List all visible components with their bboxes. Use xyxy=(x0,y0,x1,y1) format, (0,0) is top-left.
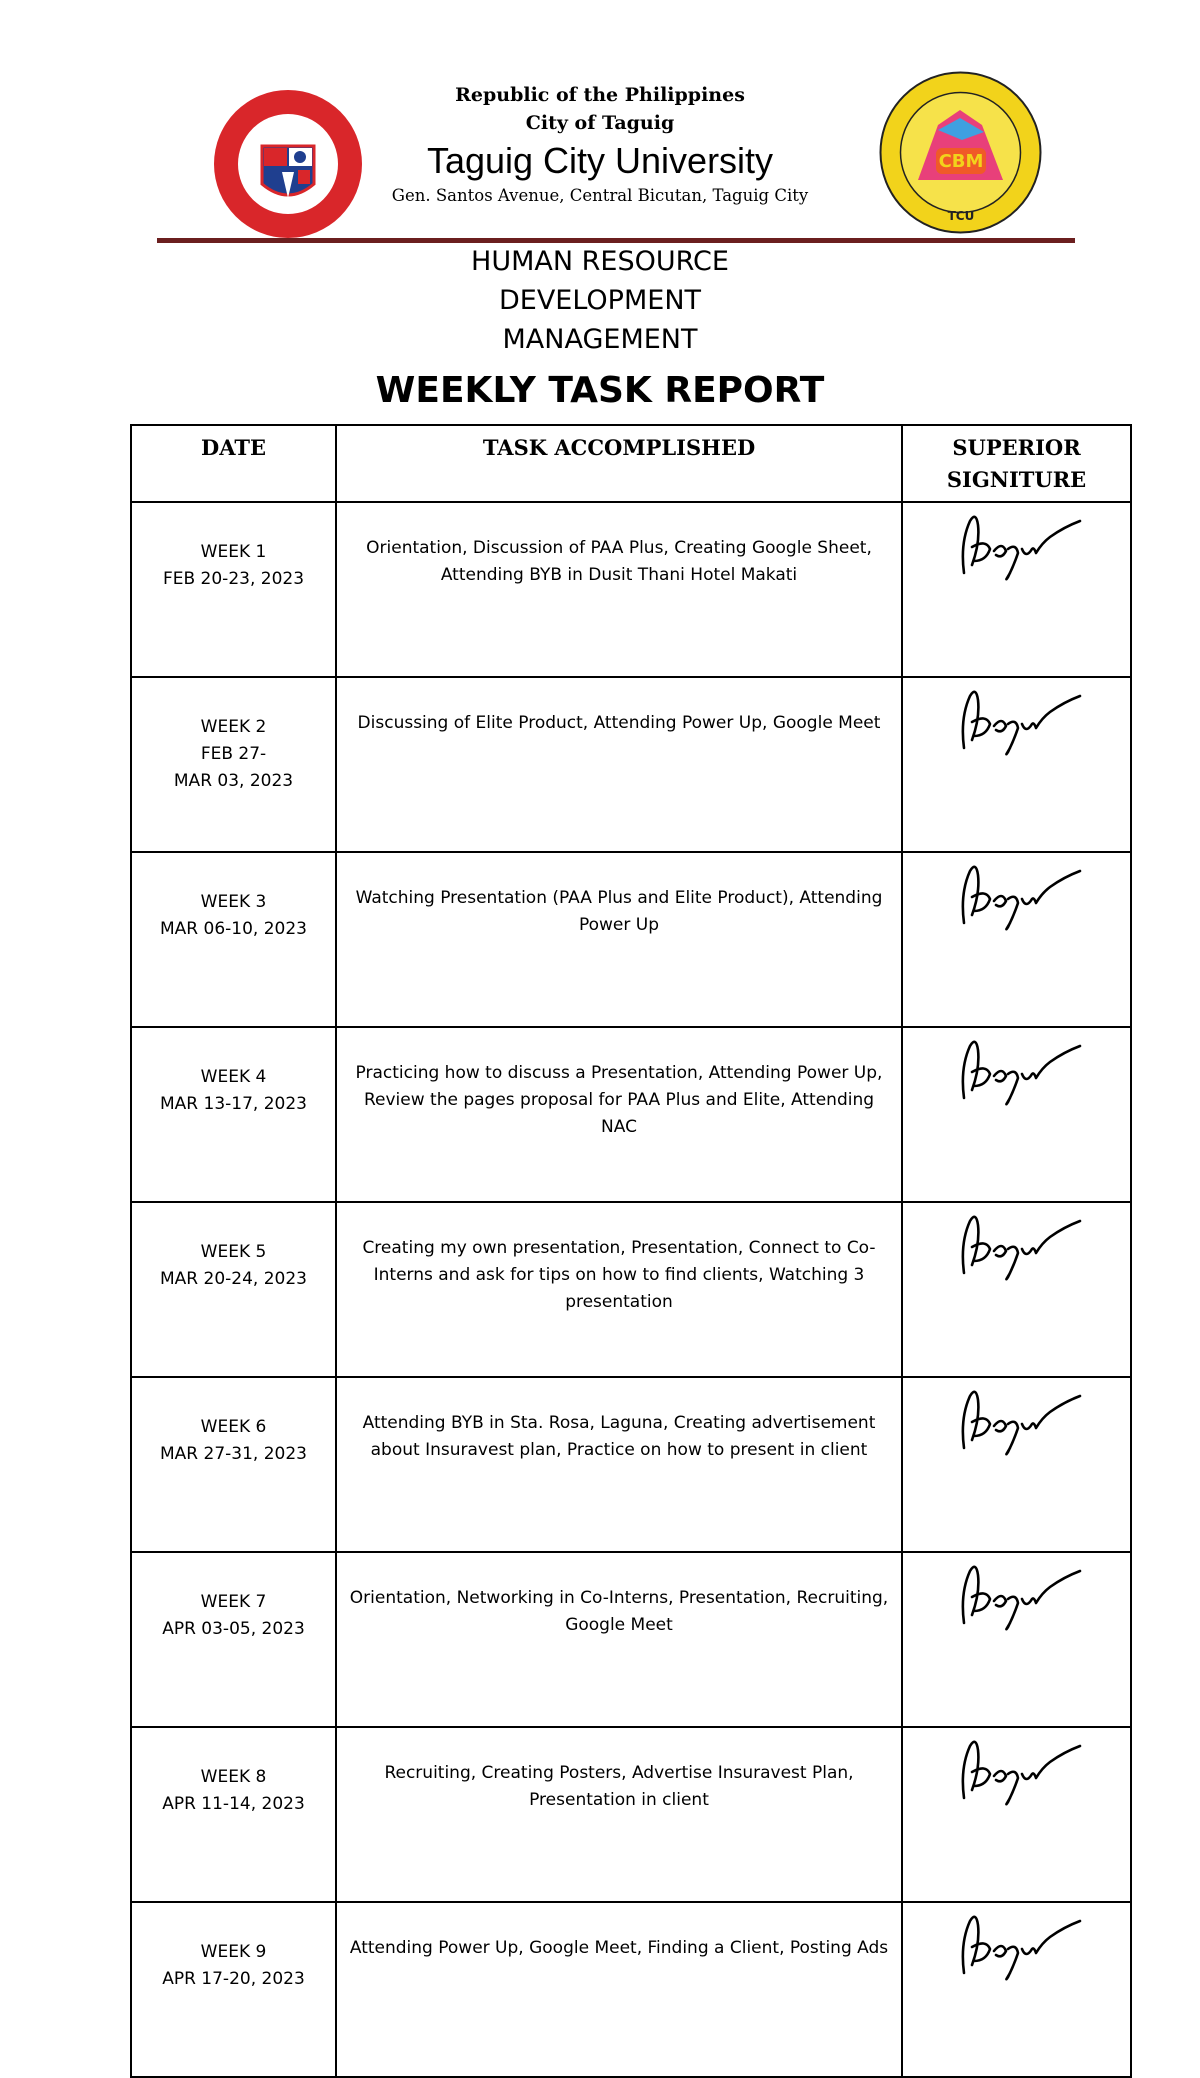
date-cell xyxy=(131,1552,336,1727)
signature-cell xyxy=(902,1552,1131,1727)
date-cell xyxy=(131,1727,336,1902)
task-cell: Orientation, Discussion of PAA Plus, Creating Google Sheet, Attending BYB in Dusit Thani Hotel Makati xyxy=(336,502,902,677)
task-cell: Attending BYB in Sta. Rosa, Laguna, Creating advertisement about Insuravest plan, Practice on how to present in client xyxy=(336,1377,902,1552)
table-row xyxy=(131,1902,1131,2077)
university-address: Gen. Santos Avenue, Central Bicutan, Taguig City xyxy=(391,186,809,205)
handwritten-signature-icon xyxy=(942,1553,1092,1633)
week-label: WEEK 1 xyxy=(200,542,267,562)
republic-line: Republic of the Philippines xyxy=(455,84,745,106)
handwritten-signature-icon xyxy=(942,1728,1092,1808)
signature-cell xyxy=(902,1202,1131,1377)
date-cell xyxy=(131,677,336,852)
signature-cell xyxy=(902,502,1131,677)
department-line-2: DEVELOPMENT xyxy=(498,285,702,316)
week-dates: MAR 06-10, 2023 xyxy=(160,919,307,939)
date-cell xyxy=(131,1902,336,2077)
week-label: WEEK 8 xyxy=(200,1767,267,1787)
table-header-row xyxy=(131,425,1131,502)
date-cell xyxy=(131,502,336,677)
week-dates: FEB 27- xyxy=(200,744,267,764)
signature-cell xyxy=(902,1902,1131,2077)
city-line: City of Taguig xyxy=(525,112,675,134)
handwritten-signature-icon xyxy=(942,1028,1092,1108)
handwritten-signature-icon xyxy=(942,678,1092,758)
date-cell xyxy=(131,1202,336,1377)
week-label: WEEK 6 xyxy=(200,1417,267,1437)
week-label: WEEK 5 xyxy=(200,1242,267,1262)
college-of-business-management-seal-icon xyxy=(878,70,1043,235)
week-label: WEEK 9 xyxy=(200,1942,267,1962)
signature-cell xyxy=(902,1027,1131,1202)
signature-header xyxy=(902,425,1131,502)
week-dates: APR 11-14, 2023 xyxy=(162,1794,305,1814)
signature-header-line-1: SUPERIOR xyxy=(952,435,1081,460)
week-dates: APR 17-20, 2023 xyxy=(162,1969,305,1989)
week-dates: MAR 20-24, 2023 xyxy=(160,1269,307,1289)
week-label: WEEK 4 xyxy=(200,1067,267,1087)
signature-cell xyxy=(902,677,1131,852)
date-cell xyxy=(131,1027,336,1202)
signature-header-line-2: SIGNITURE xyxy=(946,467,1087,492)
handwritten-signature-icon xyxy=(942,1203,1092,1283)
task-cell: Recruiting, Creating Posters, Advertise Insuravest Plan, Presentation in client xyxy=(336,1727,902,1902)
table-row xyxy=(131,852,1131,1027)
task-cell: Creating my own presentation, Presentation, Connect to Co-Interns and ask for tips on how to find clients, Watching 3 presentation xyxy=(336,1202,902,1377)
week-dates: FEB 20-23, 2023 xyxy=(162,569,305,589)
task-header: TASK ACCOMPLISHED xyxy=(336,425,902,502)
date-cell xyxy=(131,1377,336,1552)
date-header: DATE xyxy=(131,425,336,502)
table-row xyxy=(131,1727,1131,1902)
task-cell: Discussing of Elite Product, Attending Power Up, Google Meet xyxy=(336,677,902,852)
table-row xyxy=(131,502,1131,677)
university-name: Taguig City University xyxy=(426,140,774,181)
svg-text:CBM: CBM xyxy=(938,151,984,172)
table-row xyxy=(131,677,1131,852)
week-label: WEEK 7 xyxy=(200,1592,267,1612)
week-dates: MAR 13-17, 2023 xyxy=(160,1094,307,1114)
table-row xyxy=(131,1027,1131,1202)
week-dates: MAR 27-31, 2023 xyxy=(160,1444,307,1464)
svg-text:TCU: TCU xyxy=(947,209,975,223)
handwritten-signature-icon xyxy=(942,1378,1092,1458)
weekly-task-table xyxy=(130,424,1132,2078)
department-line-3: MANAGEMENT xyxy=(502,324,698,355)
task-cell: Attending Power Up, Google Meet, Finding a Client, Posting Ads xyxy=(336,1902,902,2077)
week-dates: APR 03-05, 2023 xyxy=(162,1619,305,1639)
department-line-1: HUMAN RESOURCE xyxy=(471,246,729,277)
handwritten-signature-icon xyxy=(942,503,1092,583)
task-cell: Practicing how to discuss a Presentation, Attending Power Up, Review the pages proposal for PAA Plus and Elite, Attending NAC xyxy=(336,1027,902,1202)
week-dates: MAR 03, 2023 xyxy=(173,771,294,791)
signature-cell xyxy=(902,852,1131,1027)
table-row xyxy=(131,1202,1131,1377)
report-title: WEEKLY TASK REPORT xyxy=(375,370,825,411)
header-divider xyxy=(157,238,1075,243)
date-cell xyxy=(131,852,336,1027)
table-row xyxy=(131,1377,1131,1552)
task-cell: Watching Presentation (PAA Plus and Elite Product), Attending Power Up xyxy=(336,852,902,1027)
signature-cell xyxy=(902,1727,1131,1902)
week-label: WEEK 3 xyxy=(200,892,267,912)
letterhead xyxy=(0,0,1200,250)
handwritten-signature-icon xyxy=(942,1903,1092,1983)
task-cell: Orientation, Networking in Co-Interns, Presentation, Recruiting, Google Meet xyxy=(336,1552,902,1727)
table-row xyxy=(131,1552,1131,1727)
handwritten-signature-icon xyxy=(942,853,1092,933)
week-label: WEEK 2 xyxy=(200,717,267,737)
signature-cell xyxy=(902,1377,1131,1552)
